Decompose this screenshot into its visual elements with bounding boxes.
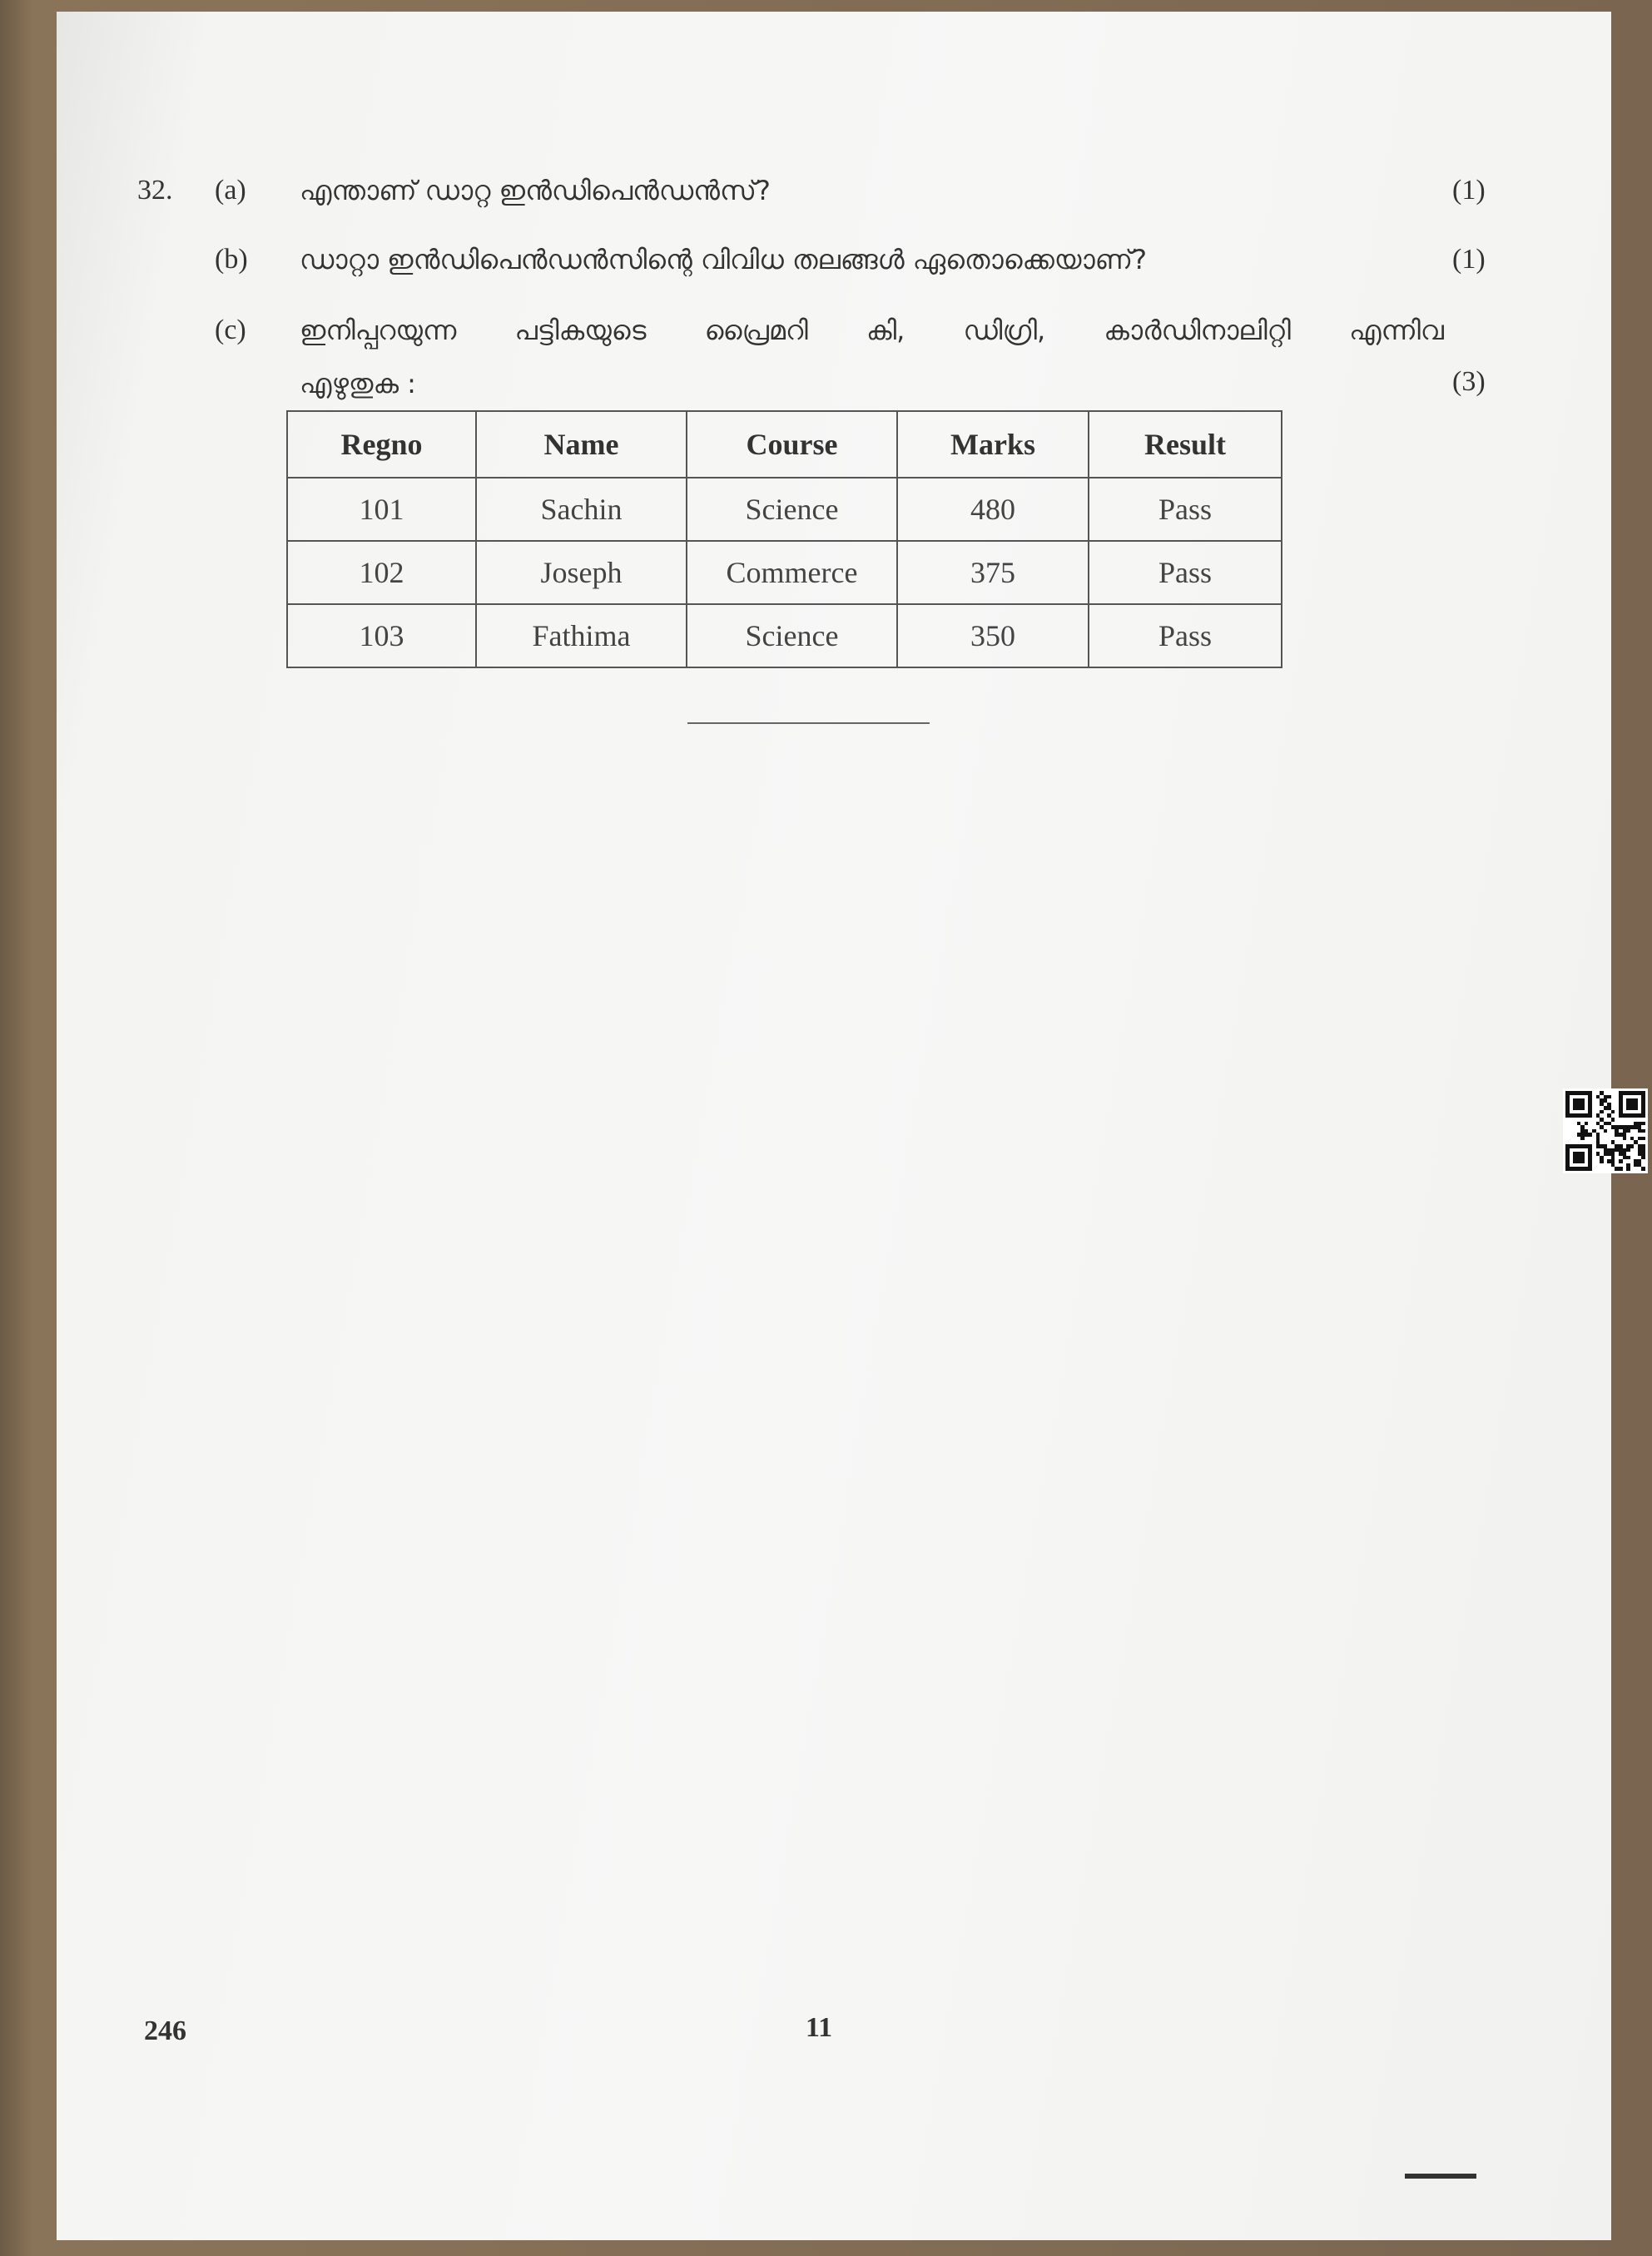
header-course: Course: [687, 411, 897, 478]
cell-result: Pass: [1089, 478, 1282, 541]
part-b-label: (b): [215, 244, 248, 275]
part-a-label: (a): [215, 175, 246, 206]
cell-regno: 101: [287, 478, 476, 541]
table-header-row: [287, 411, 1282, 478]
cell-course: Commerce: [687, 541, 897, 604]
part-b-text: ഡാറ്റാ ഇൻഡിപെൻഡൻസിന്റെ വിവിധ തലങ്ങൾ ഏതൊക്കെയാണ്?: [300, 244, 1147, 275]
cell-name: Sachin: [476, 478, 687, 541]
part-c-marks: (3): [1452, 366, 1486, 397]
cell-course: Science: [687, 604, 897, 667]
question-number: 32.: [137, 175, 173, 206]
header-result: Result: [1089, 411, 1282, 478]
part-c-text: ഇനിപ്പറയുന്ന പട്ടികയുടെ പ്രൈമറി കി, ഡിഗ്രി, കാർഡിനാലിറ്റി എന്നിവ: [300, 315, 1444, 346]
cell-regno: 102: [287, 541, 476, 604]
part-a-text: എന്താണ് ഡാറ്റ ഇൻഡിപെൻഡൻസ്?: [300, 175, 771, 206]
cell-result: Pass: [1089, 541, 1282, 604]
part-c-text-line2: എഴുതുക :: [300, 368, 416, 399]
cell-marks: 375: [897, 541, 1089, 604]
table-row: [287, 604, 1282, 667]
cell-result: Pass: [1089, 604, 1282, 667]
part-c-label: (c): [215, 315, 246, 345]
qr-code: [1563, 1088, 1648, 1173]
part-a-marks: (1): [1452, 175, 1486, 206]
end-separator-line: [687, 722, 930, 724]
cell-regno: 103: [287, 604, 476, 667]
cell-marks: 480: [897, 478, 1089, 541]
qr-module: [1641, 1167, 1645, 1171]
paper-code: 246: [144, 2016, 186, 2046]
cell-name: Fathima: [476, 604, 687, 667]
header-name: Name: [476, 411, 687, 478]
table-row: [287, 541, 1282, 604]
header-marks: Marks: [897, 411, 1089, 478]
cell-name: Joseph: [476, 541, 687, 604]
table-row: [287, 478, 1282, 541]
cell-course: Science: [687, 478, 897, 541]
student-table: [286, 410, 1282, 668]
part-b-marks: (1): [1452, 244, 1486, 275]
footer-dash: [1405, 2174, 1476, 2179]
page-number: 11: [806, 2012, 833, 2043]
cell-marks: 350: [897, 604, 1089, 667]
header-regno: Regno: [287, 411, 476, 478]
